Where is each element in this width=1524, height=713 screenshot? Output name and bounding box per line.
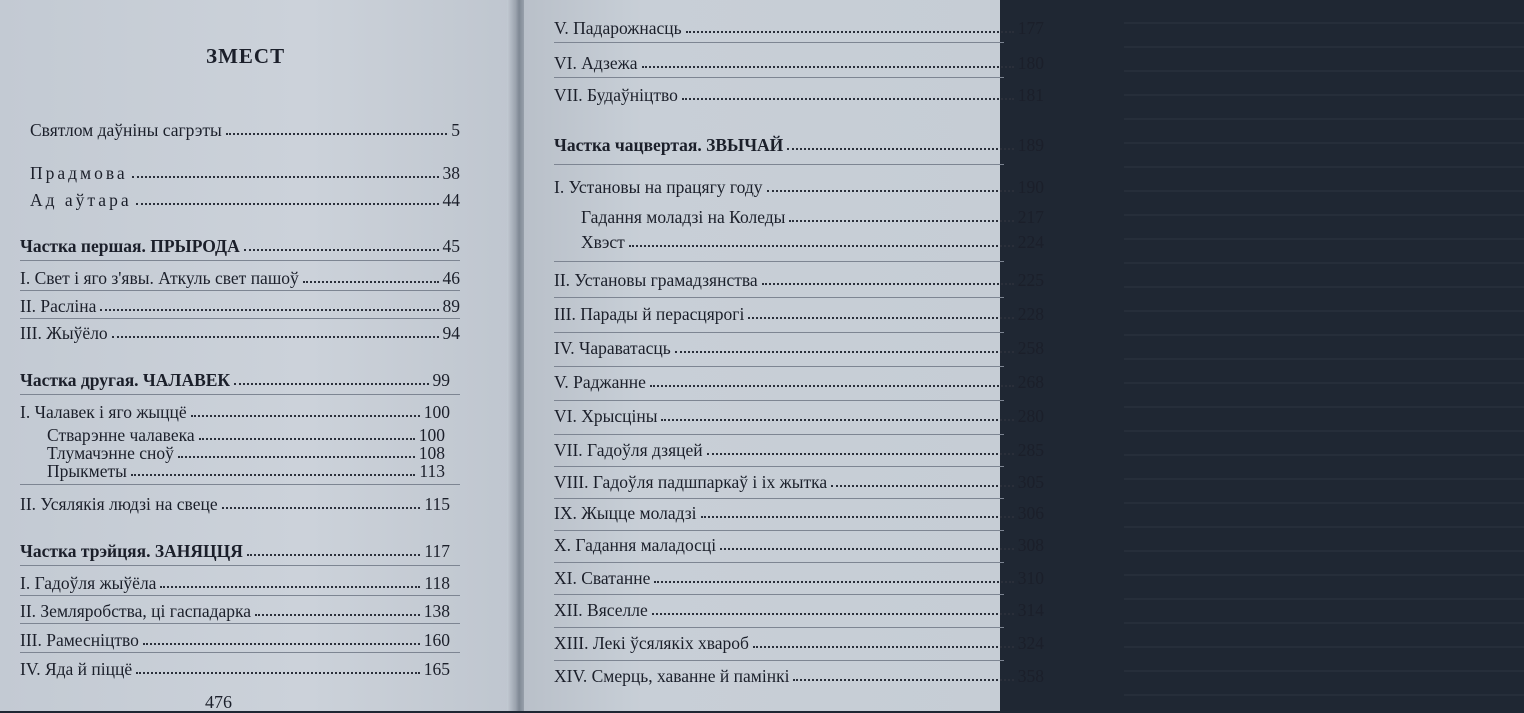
toc-entry[interactable] xyxy=(554,503,1044,523)
leader-dots xyxy=(136,672,420,674)
toc-entry[interactable] xyxy=(554,372,1044,392)
toc-entry-page: 89 xyxy=(442,296,460,316)
divider xyxy=(554,498,1004,499)
toc-entry[interactable] xyxy=(20,494,450,514)
toc-entry-label: Ад аўтара xyxy=(30,190,132,210)
divider xyxy=(554,627,1004,628)
toc-entry-page: 180 xyxy=(1017,53,1044,73)
toc-entry-label: XIII. Лекі ўсялякіх хвароб xyxy=(554,633,749,653)
toc-entry-page: 324 xyxy=(1017,633,1044,653)
toc-entry-page: 358 xyxy=(1017,666,1044,686)
divider xyxy=(20,260,460,261)
divider xyxy=(20,484,460,485)
toc-entry-page: 258 xyxy=(1017,338,1044,358)
leader-dots xyxy=(793,679,1013,681)
toc-entry-page: 99 xyxy=(432,370,450,390)
toc-entry-page: 285 xyxy=(1017,440,1044,460)
divider xyxy=(20,595,460,596)
toc-entry-label: I. Установы на працягу году xyxy=(554,177,763,197)
toc-entry[interactable] xyxy=(554,270,1044,290)
toc-entry[interactable] xyxy=(20,601,450,621)
leader-dots xyxy=(100,309,438,311)
toc-entry-label: VIII. Гадоўля падшпаркаў і іх жытка xyxy=(554,472,828,492)
toc-entry[interactable] xyxy=(20,323,460,343)
toc-entry-label: I. Чалавек і яго жыццё xyxy=(20,402,187,422)
leader-dots xyxy=(652,613,1014,615)
toc-entry-page: 306 xyxy=(1017,503,1044,523)
leader-dots xyxy=(789,220,1013,222)
toc-entry-label: II. Усялякія людзі на свеце xyxy=(20,494,218,514)
leader-dots xyxy=(112,336,439,338)
toc-entry-label: III. Парады й перасцярогі xyxy=(554,304,745,324)
toc-subentry[interactable] xyxy=(581,232,1044,252)
leader-dots xyxy=(160,586,420,588)
toc-entry-page: 118 xyxy=(424,573,450,593)
toc-entry-page: 217 xyxy=(1017,207,1044,227)
toc-entry[interactable] xyxy=(554,633,1044,653)
divider xyxy=(554,530,1004,531)
toc-entry-page: 138 xyxy=(423,601,450,621)
toc-entry-page: 190 xyxy=(1017,177,1044,197)
leader-dots xyxy=(787,148,1013,150)
divider xyxy=(554,164,1004,165)
toc-entry-page: 115 xyxy=(424,494,450,514)
divider xyxy=(20,318,460,319)
toc-entry-label: Стварэнне чалавека xyxy=(47,425,195,445)
toc-entry-label: XIV. Смерць, хаванне й памінкі xyxy=(554,666,790,686)
toc-entry-label: XI. Сватанне xyxy=(554,568,651,588)
toc-entry-label: VII. Гадоўля дзяцей xyxy=(554,440,703,460)
toc-entry-label: Частка першая. ПРЫРОДА xyxy=(20,236,240,256)
divider xyxy=(20,565,460,566)
toc-entry[interactable] xyxy=(554,600,1044,620)
toc-entry-page: 181 xyxy=(1017,85,1044,105)
toc-entry-label: IV. Чараватасць xyxy=(554,338,671,358)
divider xyxy=(554,434,1004,435)
divider xyxy=(20,290,460,291)
leader-dots xyxy=(178,456,415,458)
toc-entry[interactable] xyxy=(554,472,1044,492)
toc-entry-page: 177 xyxy=(1017,18,1044,38)
toc-entry-page: 268 xyxy=(1017,372,1044,392)
toc-entry-page: 225 xyxy=(1017,270,1044,290)
toc-entry-page: 314 xyxy=(1017,600,1044,620)
divider xyxy=(20,394,460,395)
toc-entry[interactable] xyxy=(554,568,1044,588)
leader-dots xyxy=(136,203,439,205)
toc-entry-label: Прыкметы xyxy=(47,461,127,481)
leader-dots xyxy=(654,581,1013,583)
toc-subentry[interactable] xyxy=(47,425,445,445)
toc-entry[interactable] xyxy=(554,535,1044,555)
toc-entry[interactable] xyxy=(554,304,1044,324)
toc-entry[interactable] xyxy=(554,440,1044,460)
leader-dots xyxy=(132,176,439,178)
toc-entry-label: Прадмова xyxy=(30,163,128,183)
toc-entry-page: 165 xyxy=(423,659,450,679)
toc-entry-label: II. Расліна xyxy=(20,296,97,316)
toc-entry-label: Хвэст xyxy=(581,232,625,252)
toc-entry-page: 45 xyxy=(442,236,460,256)
toc-entry[interactable] xyxy=(554,406,1044,426)
leader-dots xyxy=(143,643,420,645)
toc-entry[interactable] xyxy=(20,268,460,288)
left-page xyxy=(0,0,512,711)
toc-entry-label: I. Свет і яго з'явы. Аткуль свет пашоў xyxy=(20,268,299,288)
toc-entry[interactable] xyxy=(554,53,1044,73)
toc-entry-page: 94 xyxy=(442,323,460,343)
divider xyxy=(554,466,1004,467)
leader-dots xyxy=(234,383,428,385)
toc-subentry[interactable] xyxy=(47,461,445,481)
leader-dots xyxy=(226,133,448,135)
divider xyxy=(20,652,460,653)
toc-entry-page: 117 xyxy=(424,541,450,561)
toc-entry[interactable] xyxy=(20,630,450,650)
toc-subentry[interactable] xyxy=(581,207,1044,227)
toc-entry-label: II. Земляробства, ці гаспадарка xyxy=(20,601,252,621)
toc-entry-page: 160 xyxy=(423,630,450,650)
toc-entry[interactable] xyxy=(20,402,450,422)
toc-entry-page: 44 xyxy=(442,190,460,210)
toc-entry-label: Частка трэйцяя. ЗАНЯЦЦЯ xyxy=(20,541,243,561)
toc-entry[interactable] xyxy=(20,659,450,679)
toc-entry-label: IX. Жыцце моладзі xyxy=(554,503,697,523)
toc-entry-label: III. Рамесніцтво xyxy=(20,630,139,650)
leader-dots xyxy=(303,281,439,283)
toc-entry[interactable] xyxy=(20,296,460,316)
divider xyxy=(554,400,1004,401)
divider xyxy=(554,261,1004,262)
toc-entry[interactable] xyxy=(30,120,460,140)
toc-entry-label: III. Жыўёло xyxy=(20,323,108,343)
leader-dots xyxy=(650,385,1014,387)
divider xyxy=(554,332,1004,333)
page-number: 476 xyxy=(205,692,232,712)
toc-part-heading[interactable] xyxy=(20,370,450,390)
toc-entry[interactable] xyxy=(554,177,1044,197)
toc-entry-label: IV. Яда й піццё xyxy=(20,659,133,679)
toc-entry[interactable] xyxy=(554,85,1044,105)
toc-entry-page: 38 xyxy=(442,163,460,183)
leader-dots xyxy=(629,245,1014,247)
toc-entry-label: VI. Адзежа xyxy=(554,53,638,73)
divider xyxy=(554,660,1004,661)
divider xyxy=(554,297,1004,298)
right-page xyxy=(524,0,1044,711)
divider xyxy=(554,366,1004,367)
leader-dots xyxy=(762,283,1014,285)
leader-dots xyxy=(831,485,1014,487)
leader-dots xyxy=(686,31,1014,33)
toc-entry-label: II. Установы грамадзянства xyxy=(554,270,758,290)
toc-part-heading[interactable] xyxy=(554,135,1044,155)
toc-entry-label: Частка другая. ЧАЛАВЕК xyxy=(20,370,231,390)
page-title: ЗМЕСТ xyxy=(206,44,286,68)
toc-entry[interactable] xyxy=(554,338,1044,358)
divider xyxy=(554,42,1004,43)
leader-dots xyxy=(199,438,415,440)
toc-entry-page: 100 xyxy=(423,402,450,422)
toc-entry-label: V. Раджанне xyxy=(554,372,646,392)
show-through-texture xyxy=(1124,0,1524,711)
toc-entry-page: 5 xyxy=(451,120,460,140)
leader-dots xyxy=(767,190,1014,192)
leader-dots xyxy=(753,646,1014,648)
toc-entry[interactable] xyxy=(30,190,460,210)
leader-dots xyxy=(131,474,415,476)
leader-dots xyxy=(255,614,420,616)
toc-entry-page: 228 xyxy=(1017,304,1044,324)
toc-part-heading[interactable] xyxy=(20,541,450,561)
leader-dots xyxy=(642,66,1014,68)
leader-dots xyxy=(748,317,1013,319)
divider xyxy=(20,623,460,624)
toc-entry-page: 113 xyxy=(419,461,445,481)
leader-dots xyxy=(701,516,1014,518)
toc-entry[interactable] xyxy=(554,666,1044,686)
leader-dots xyxy=(191,415,420,417)
leader-dots xyxy=(247,554,421,556)
toc-entry-page: 224 xyxy=(1017,232,1044,252)
toc-entry-page: 280 xyxy=(1017,406,1044,426)
toc-part-heading[interactable] xyxy=(20,236,460,256)
leader-dots xyxy=(720,548,1014,550)
toc-entry-label: Частка чацвертая. ЗВЫЧАЙ xyxy=(554,135,784,155)
divider xyxy=(554,594,1004,595)
leader-dots xyxy=(682,98,1014,100)
toc-entry-label: I. Гадоўля жыўёла xyxy=(20,573,157,593)
toc-entry-page: 308 xyxy=(1017,535,1044,555)
toc-entry-label: X. Гадання маладосці xyxy=(554,535,717,555)
leader-dots xyxy=(661,419,1013,421)
leader-dots xyxy=(707,453,1014,455)
toc-subentry[interactable] xyxy=(47,443,445,463)
toc-entry-label: Тлумачэнне сноў xyxy=(47,443,174,463)
toc-entry-label: Гадання моладзі на Коледы xyxy=(581,207,786,227)
toc-entry-page: 305 xyxy=(1017,472,1044,492)
toc-entry[interactable] xyxy=(30,163,460,183)
leader-dots xyxy=(222,507,421,509)
toc-entry-page: 189 xyxy=(1017,135,1044,155)
toc-entry-page: 108 xyxy=(418,443,445,463)
toc-entry-page: 100 xyxy=(418,425,445,445)
toc-entry-label: VII. Будаўніцтво xyxy=(554,85,678,105)
divider xyxy=(554,77,1004,78)
leader-dots xyxy=(244,249,439,251)
toc-entry-label: XII. Вяселле xyxy=(554,600,648,620)
toc-entry-label: V. Падарожнасць xyxy=(554,18,682,38)
toc-entry-label: VI. Хрысціны xyxy=(554,406,658,426)
divider xyxy=(554,562,1004,563)
toc-entry[interactable] xyxy=(20,573,450,593)
toc-entry-page: 46 xyxy=(442,268,460,288)
toc-entry-page: 310 xyxy=(1017,568,1044,588)
leader-dots xyxy=(675,351,1014,353)
toc-entry-label: Святлом даўніны сагрэты xyxy=(30,120,222,140)
toc-entry[interactable] xyxy=(554,18,1044,38)
